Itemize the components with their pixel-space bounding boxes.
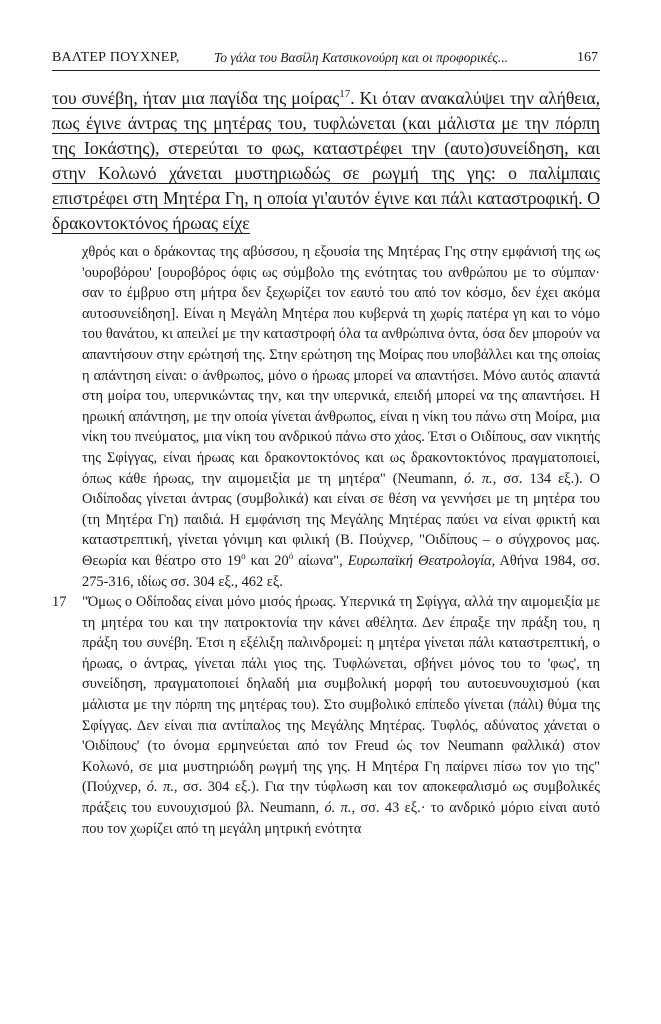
- footnote-16-continuation: [52, 242, 600, 592]
- footnote-ref-17[interactable]: 17: [339, 88, 351, 101]
- page-number: 167: [577, 50, 598, 65]
- footnotes: [52, 242, 600, 839]
- note-ref-italic: Ευρωπαϊκή Θεατρολογία: [347, 552, 492, 569]
- note-text: "Όμως ο Οδίποδας είναι μόνο μισός ήρωας. Υπερνικά τη Σφίγγα, αλλά την αιμομειξία με τη μητέρα του και την πατροκτονία την κάνει αθέλητα. Δεν έπραξε την πράξη του, η πράξη του συνέβη. Έτσι η εξέλιξη παλινδρομεί: η μητέρα γίνεται πάλι καταστρεπτική, ο ήρωας, ο άντρας, γίνεται πάλι γιος της. Τυφλώνεται, σβήνει μόνος του το 'φως', τη συνείδηση, πραγματοποιεί δηλαδή μια συμβολική μορφή του αυτοευνουχισμού (και μάλιστα με την πόρπη της μητέρας του). Στο συμβολικό επίπεδο γίνεται (πάλι) θύμα της Σφίγγας. Δεν είναι πια αντίπαλος της Μεγάλης Μητέρας. Τυφλός, αδύνατος χάνεται ο 'Οιδίπους' (το όνομα ερμηνεύεται από τον Freud ώς τον Neumann φαλλικά) στον Κολωνό, σε μια μυστηριώδη ρωγμή της γης. Η Μητέρα Γη παίρνει πίσω τον γιο της" (Πούχνερ,: [82, 594, 600, 796]
- running-header: [52, 48, 600, 71]
- note-text: και 20: [245, 552, 289, 569]
- header-title: Το γάλα του Βασίλη Κατσικονούρη και οι προφορικές...: [214, 50, 509, 65]
- note-text: αίωνα",: [293, 552, 343, 569]
- note-ref-italic: ό. π.: [464, 470, 493, 487]
- note-superscript: ό: [288, 551, 294, 562]
- main-text-block: [52, 88, 600, 234]
- note-superscript: ο: [241, 551, 246, 562]
- footnote-17: [52, 592, 600, 839]
- header-author: ΒΑΛΤΕΡ ΠΟΥΧΝΕΡ,: [52, 50, 180, 65]
- main-paragraph: [52, 86, 600, 236]
- note-text: χθρός και ο δράκοντας της αβύσσου, η εξουσία της Μητέρας Γης στην εμφάνισή της ως 'ουροβόρου' [ουροβόρος όφις ως σύμβολο της ενότητας του ανθρώπου με το σύμπαν· σαν το έμβρυο στη μήτρα δεν ξεχωρίζει τον εαυτό του από τον κόσμο, δεν έχει ακόμα αυτοσυνείδηση]. Είναι η Μεγάλη Μητέρα που κυβερνά τη χωρίς πατέρα γη και το νόμο του θανάτου, κι απειλεί με την καταστροφή όλα τα ανθρώπινα όντα, όσα δεν μπορούν να απαντήσουν στην ερώτησή της. Στην ερώτηση της Μοίρας που υποβάλλει και της οποίας η απάντηση είναι: ο άνθρωπος, μόνο ο ήρωας μπορεί να απαντήσει. Μόνο αυτός απαντά στη μοίρα του, υπερνικώντας την, και την υπερνικά, επειδή μπορεί να της απαντήσει. Η ηρωική απάντηση, με την οποία γίνεται άνθρωπος, είναι η νίκη του πάνω στη Μοίρα, μια νίκη του πνεύματος, μια νίκη του ανδρικού πάνω στο χάος. Έτσι ο Οιδίπους, σαν νικητής της Σφίγγας, είναι ήρωας και δρακοντοκτόνος και ως δρακοντοκτόνος πραγματοποιεί, όπως κάθε ήρωας, την αιμομειξία με τη μητέρα" (Neumann,: [82, 244, 600, 487]
- main-text-a: του συνέβη, ήταν μια παγίδα της μοίρας: [52, 88, 340, 108]
- note-ref-italic: ό. π.: [146, 779, 174, 796]
- note-text: , σσ. 304 εξ.). Για την τύφλωση και τον αποκεφαλισμό ως συμβολικές πράξεις του ευνουχισμού βλ. Neumann,: [82, 779, 600, 817]
- note-text: , σσ. 43 εξ.· το ανδρικό μόριο είναι αυτό που τον χωρίζει από τη μεγάλη μητρική ενότητα: [82, 800, 600, 837]
- note-text: , Αθήνα 1984, σσ. 275-316, ιδίως σσ. 304 εξ., 462 εξ.: [82, 552, 600, 590]
- main-text-b: . Κι όταν ανακαλύψει την αλήθεια, πως έγινε άντρας της μητέρας του, τυφλώνεται (και μάλιστα με την πόρπη της Ιοκάστης), στερεύται το φως, καταστρέφει την (αυτο)συνείδηση, και στην Κολωνό χάνεται μυστηριωδώς σε ρωγμή της γης: ο παλίμπαις επιστρέφει στη Μητέρα Γη, η οποία γι'αυτόν έγινε και πάλι καταστροφική. Ο δρακοντοκτόνος ήρωας είχε: [52, 88, 600, 233]
- note-text: , σσ. 134 εξ.). Ο Οιδίποδας γίνεται άντρας (συμβολικά) και είναι σε θέση να γεννήσει με τη μητέρα του (τη Μητέρα Γη) παιδιά. Η εμφάνιση της Μεγάλης Μητέρας παύει να είναι φρικτή και καταστρεπτική, γίνεται γόνιμη και φιλική (Β. Πούχνερ, "Οιδίπους – ο σύγχρονος μας. Θεωρία και θέατρο στο 19: [82, 470, 600, 569]
- footnote-number: 17: [52, 594, 67, 611]
- note-ref-italic: ό. π.: [324, 800, 352, 817]
